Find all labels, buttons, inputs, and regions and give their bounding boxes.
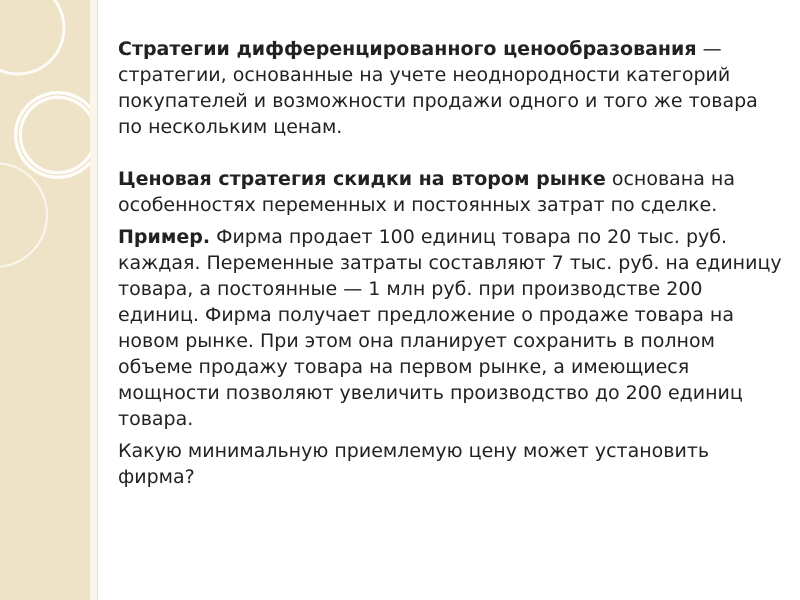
definition-text: — стратегии, основанные на учете неоднородности категорий покупателей и возможности продажи одного и того же товара по нескольким ценам. [118,38,758,138]
paragraph-question [118,438,784,490]
second-market-text: основана на особенностях переменных и постоянных затрат по сделке. [118,168,735,216]
paragraph-example [118,224,784,432]
slide-body [118,36,784,490]
paragraph-second-market [118,166,784,218]
term-second-market-discount: Ценовая стратегия скидки на втором рынке [118,168,606,190]
question-text: Какую минимальную приемлемую цену может установить фирма? [118,440,710,488]
decorative-side-panel [0,0,90,600]
term-differentiated-pricing: Стратегии дифференцированного ценообразования [118,38,697,60]
divider-line [97,0,98,600]
paragraph-definition [118,36,784,140]
decorative-rings [0,0,90,600]
example-text: Фирма продает 100 единиц товара по 20 тыс. руб. каждая. Переменные затраты составляют 7 тыс. руб. на единицу товара, а постоянные — 1 млн руб. при производстве 200 единиц. Фирма получает предложение о продаже товара на новом рынке. При этом она планирует сохранить в полном объеме продажу товара на первом рынке, а имеющиеся мощности позволяют увеличить производство до 200 единиц товара. [118,226,782,430]
example-label: Пример. [118,226,211,248]
